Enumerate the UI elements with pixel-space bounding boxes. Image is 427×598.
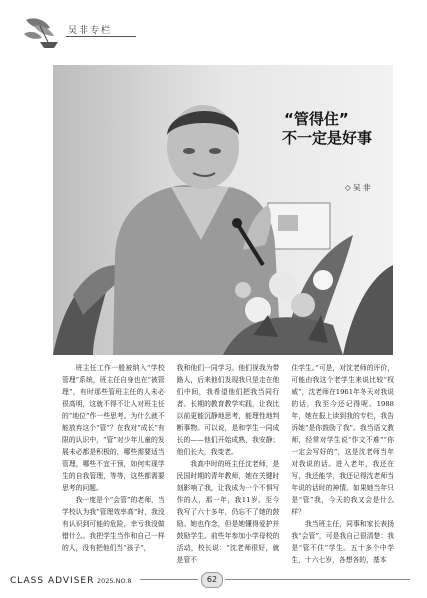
paragraph: 我当班主任，同事和家长表扬我“会管”，可是我自己很清楚：我是“管不住”学生。五十多个中学生，十六七岁，各想各的，基本 [291, 520, 395, 564]
text-column-1 [62, 362, 165, 567]
column-rule [66, 36, 136, 37]
issue-number: 2025.NO.8 [97, 577, 132, 585]
article-body [62, 362, 394, 567]
title-line-1: “管得住” [284, 110, 349, 128]
footer-rule-right [225, 579, 410, 580]
column-header [14, 14, 154, 44]
paragraph: 住学生。”可是，对沈老师的评价，可能由我这个老学生来说比较“权威”，沈老师在1961年冬天对我说的话，我至今还记得呢。1988年，她在报上读到我的专栏，我告诉她“是你鼓励了我”。我当语文教师，经常对学生说“作文不难”“你一定会写好的”，这是沈老师当年对我说的话。进入老年，我还在写，我还能学，我还记得沈老师当年说的话时的神情。如果她当年只是“管”我，今天的我又会是什么样？ [291, 364, 395, 516]
page-footer [0, 570, 427, 594]
article-title [268, 110, 388, 148]
footer-rule-left [140, 579, 198, 580]
paragraph: 班主任工作一般被纳入“学校管理”系统，班主任自身也在“被管理”，有时那些管班主任的人未必很高明，这就不得不让人对班主任的“地位”作一些思考。为什么就不能放弃这个“管”？在我对“成长”有限的认识中，“管”对少年儿童的发展未必都是积极的，哪些需要适当管理，哪些不宜干预，如何实现学生的自我管理，等等，这些都需要思考的问题。 [62, 364, 165, 492]
paragraph: 我一度是个“会管”的老师，当学校认为我“管理效率高”时，我没有认识到可能的危险，幸亏我没做错什么。我把学生当作和自己一样的人，没有把他们当“孩子”， [62, 496, 165, 552]
magazine-name: CLASS ADVISER [10, 576, 95, 586]
text-column-2 [177, 362, 280, 567]
paragraph: 我和他们一同学习。他们视我为带路人，后来他们发现我只是走在他们中间，我希望他们把我当同行者。长期的教育教学实践，让我比以前更能沉静地思考，能理性地判断事物。可以说，是和学生一同成长的——他们开始成熟，我安静；他们长大，我变老。 [176, 364, 280, 456]
title-line-2: 不一定是好事 [282, 129, 373, 147]
paragraph: 我高中时的班主任沈老师，是民国时期的青年教师，她在关键时刻影响了我，让我成为一个不惧写作的人，那一年，我11岁。至今我写了六十多年，仍忘不了她的鼓励。她也作念，但是她懂得爱护并鼓励学生。前些年参加小学母校的活动，校长说：“沈老师很好，就是管不 [176, 460, 280, 564]
leaf-logo-icon [20, 16, 64, 54]
byline: ◇ 吴 非 [345, 183, 371, 192]
text-column-3 [291, 362, 394, 567]
column-name: 吴非专栏 [68, 26, 113, 36]
page-number: 62 [201, 572, 223, 588]
speaker-photo [53, 65, 393, 355]
